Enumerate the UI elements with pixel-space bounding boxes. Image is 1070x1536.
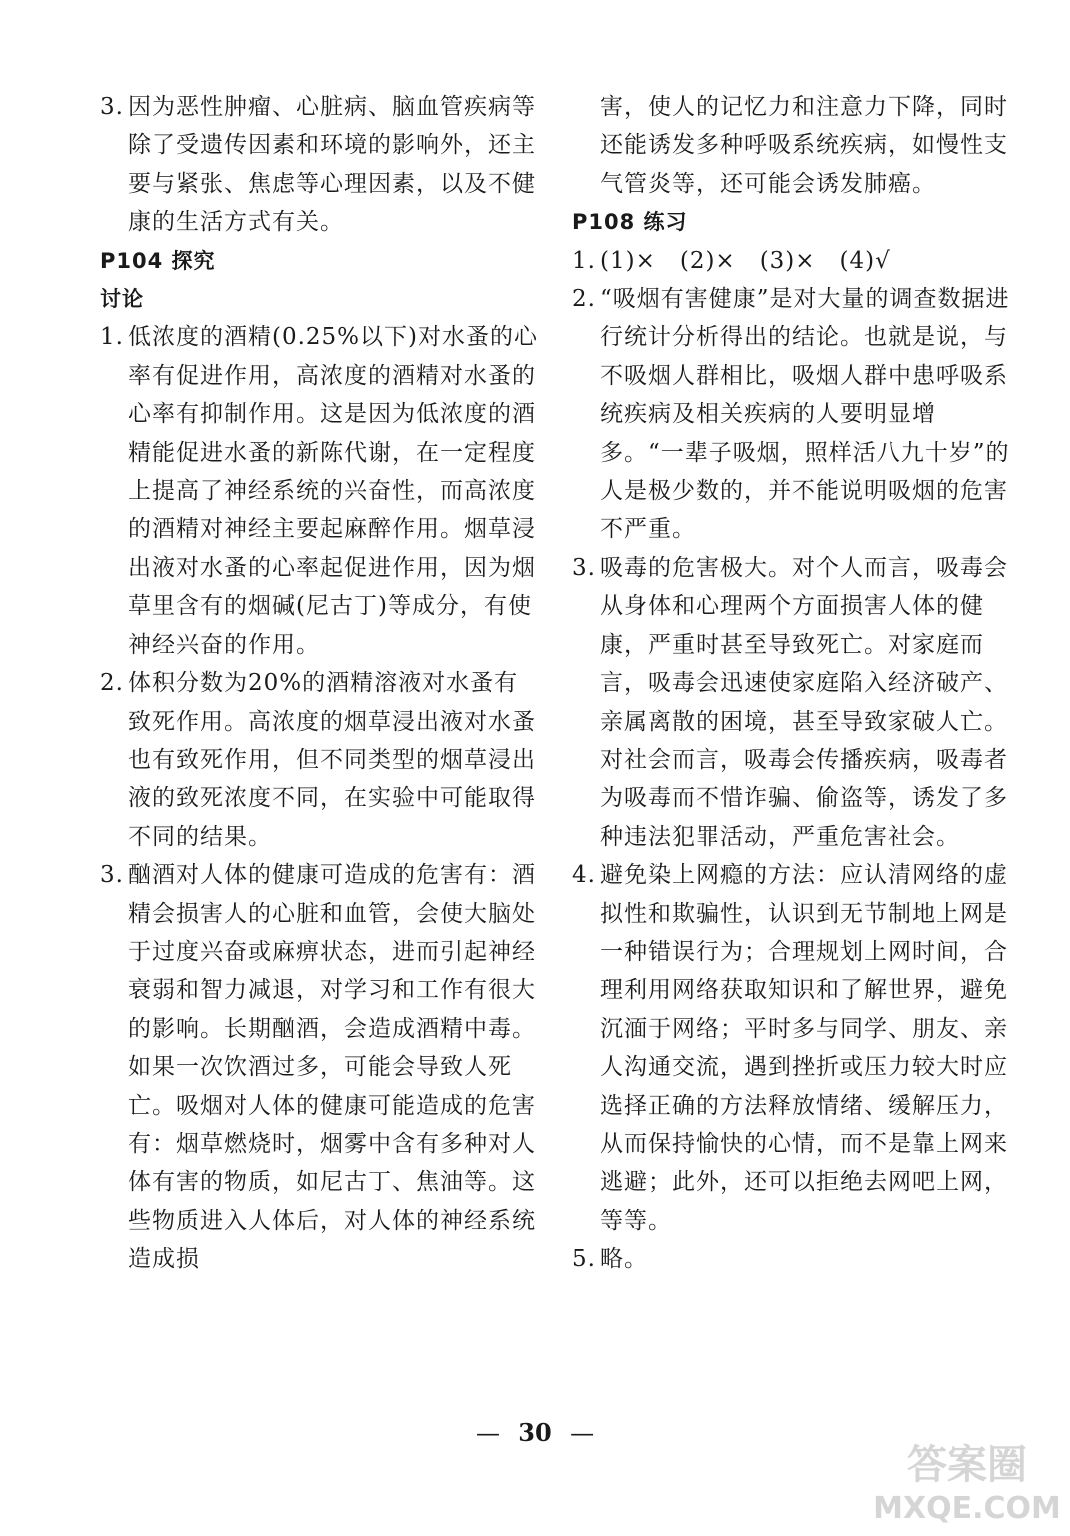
item-number: 4. bbox=[572, 862, 596, 889]
item-number: 3. bbox=[100, 862, 124, 889]
answer-item-3-continued bbox=[100, 88, 540, 242]
exercise-item-2 bbox=[572, 280, 1012, 549]
item-text: 低浓度的酒精(0.25%以下)对水蚤的心率有促进作用，高浓度的酒精对水蚤的心率有抑制作用。这是因为低浓度的酒精能促进水蚤的新陈代谢，在一定程度上提高了神经系统的兴奋性，而高浓度的酒精对神经主要起麻醉作用。烟草浸出液对水蚤的心率起促进作用，因为烟草里含有的烟碱(尼古丁)等成分，有使神经兴奋的作用。 bbox=[128, 324, 539, 658]
sub-heading-discussion: 讨论 bbox=[100, 287, 144, 312]
item-number: 3. bbox=[572, 554, 596, 581]
page-number-value: 30 bbox=[518, 1418, 552, 1447]
watermark-line2: MXQE.COM bbox=[873, 1491, 1061, 1526]
left-column bbox=[100, 88, 540, 1279]
item-number: 2. bbox=[100, 670, 124, 697]
exercise-item-4 bbox=[572, 856, 1012, 1240]
item-number: 5. bbox=[572, 1246, 596, 1273]
exercise-item-3 bbox=[572, 549, 1012, 856]
discussion-item-2 bbox=[100, 664, 540, 856]
item-text: 因为恶性肿瘤、心脏病、脑血管疾病等除了受遗传因素和环境的影响外，还主要与紧张、焦虑等心理因素，以及不健康的生活方式有关。 bbox=[128, 94, 536, 236]
item-number: 3. bbox=[100, 94, 124, 120]
page-number-dash-left: — bbox=[475, 1419, 500, 1447]
item-text: 避免染上网瘾的方法：应认清网络的虚拟性和欺骗性，认识到无节制地上网是一种错误行为；合理规划上网时间，合理利用网络获取知识和了解世界，避免沉湎于网络；平时多与同学、朋友、亲人沟通交流，遇到挫折或压力较大时应选择正确的方法释放情绪、缓解压力，从而保持愉快的心情，而不是靠上网来逃避；此外，还可以拒绝去网吧上网，等等。 bbox=[600, 862, 1008, 1234]
watermark-line1: 答案圈 bbox=[907, 1442, 1027, 1488]
item-number: 1. bbox=[572, 247, 596, 274]
section-heading-p104: P104 探究 bbox=[100, 248, 216, 273]
page-number-dash-right: — bbox=[570, 1419, 595, 1447]
discussion-item-3 bbox=[100, 856, 540, 1278]
item-text: 害，使人的记忆力和注意力下降，同时还能诱发多种呼吸系统疾病，如慢性支气管炎等，还可能会诱发肺癌。 bbox=[600, 94, 1008, 197]
item-text: (1)× (2)× (3)× (4)√ bbox=[600, 247, 891, 274]
discussion-item-1 bbox=[100, 318, 540, 664]
section-heading-p108: P108 练习 bbox=[572, 210, 688, 235]
item-number: 2. bbox=[572, 286, 596, 313]
item-number: 1. bbox=[100, 324, 124, 351]
right-column bbox=[572, 88, 1012, 1279]
item-text: 吸毒的危害极大。对个人而言，吸毒会从身体和心理两个方面损害人体的健康，严重时甚至导致死亡。对家庭而言，吸毒会迅速使家庭陷入经济破产、亲属离散的困境，甚至导致家破人亡。对社会而言，吸毒会传播疾病，吸毒者为吸毒而不惜诈骗、偷盗等，诱发了多种违法犯罪活动，严重危害社会。 bbox=[600, 554, 1008, 850]
item-text: 酗酒对人体的健康可造成的危害有：酒精会损害人的心脏和血管，会使大脑处于过度兴奋或麻痹状态，进而引起神经衰弱和智力减退，对学习和工作有很大的影响。长期酗酒，会造成酒精中毒。如果一次饮酒过多，可能会导致人死亡。吸烟对人体的健康可能造成的危害有：烟草燃烧时，烟雾中含有多种对人体有害的物质，如尼古丁、焦油等。这些物质进入人体后，对人体的神经系统造成损 bbox=[128, 862, 536, 1273]
exercise-item-1 bbox=[572, 242, 1012, 280]
discussion-item-3-continued bbox=[572, 88, 1012, 203]
item-text: 略。 bbox=[600, 1246, 648, 1273]
exercise-item-5 bbox=[572, 1240, 1012, 1278]
item-text: 体积分数为20%的酒精溶液对水蚤有致死作用。高浓度的烟草浸出液对水蚤也有致死作用，但不同类型的烟草浸出液的致死浓度不同，在实验中可能取得不同的结果。 bbox=[128, 670, 536, 850]
item-text: “吸烟有害健康”是对大量的调查数据进行统计分析得出的结论。也就是说，与不吸烟人群相比，吸烟人群中患呼吸系统疾病及相关疾病的人要明显增多。“一辈子吸烟，照样活八九十岁”的人是极少数的，并不能说明吸烟的危害不严重。 bbox=[600, 286, 1010, 543]
watermark-logo bbox=[872, 1430, 1062, 1530]
